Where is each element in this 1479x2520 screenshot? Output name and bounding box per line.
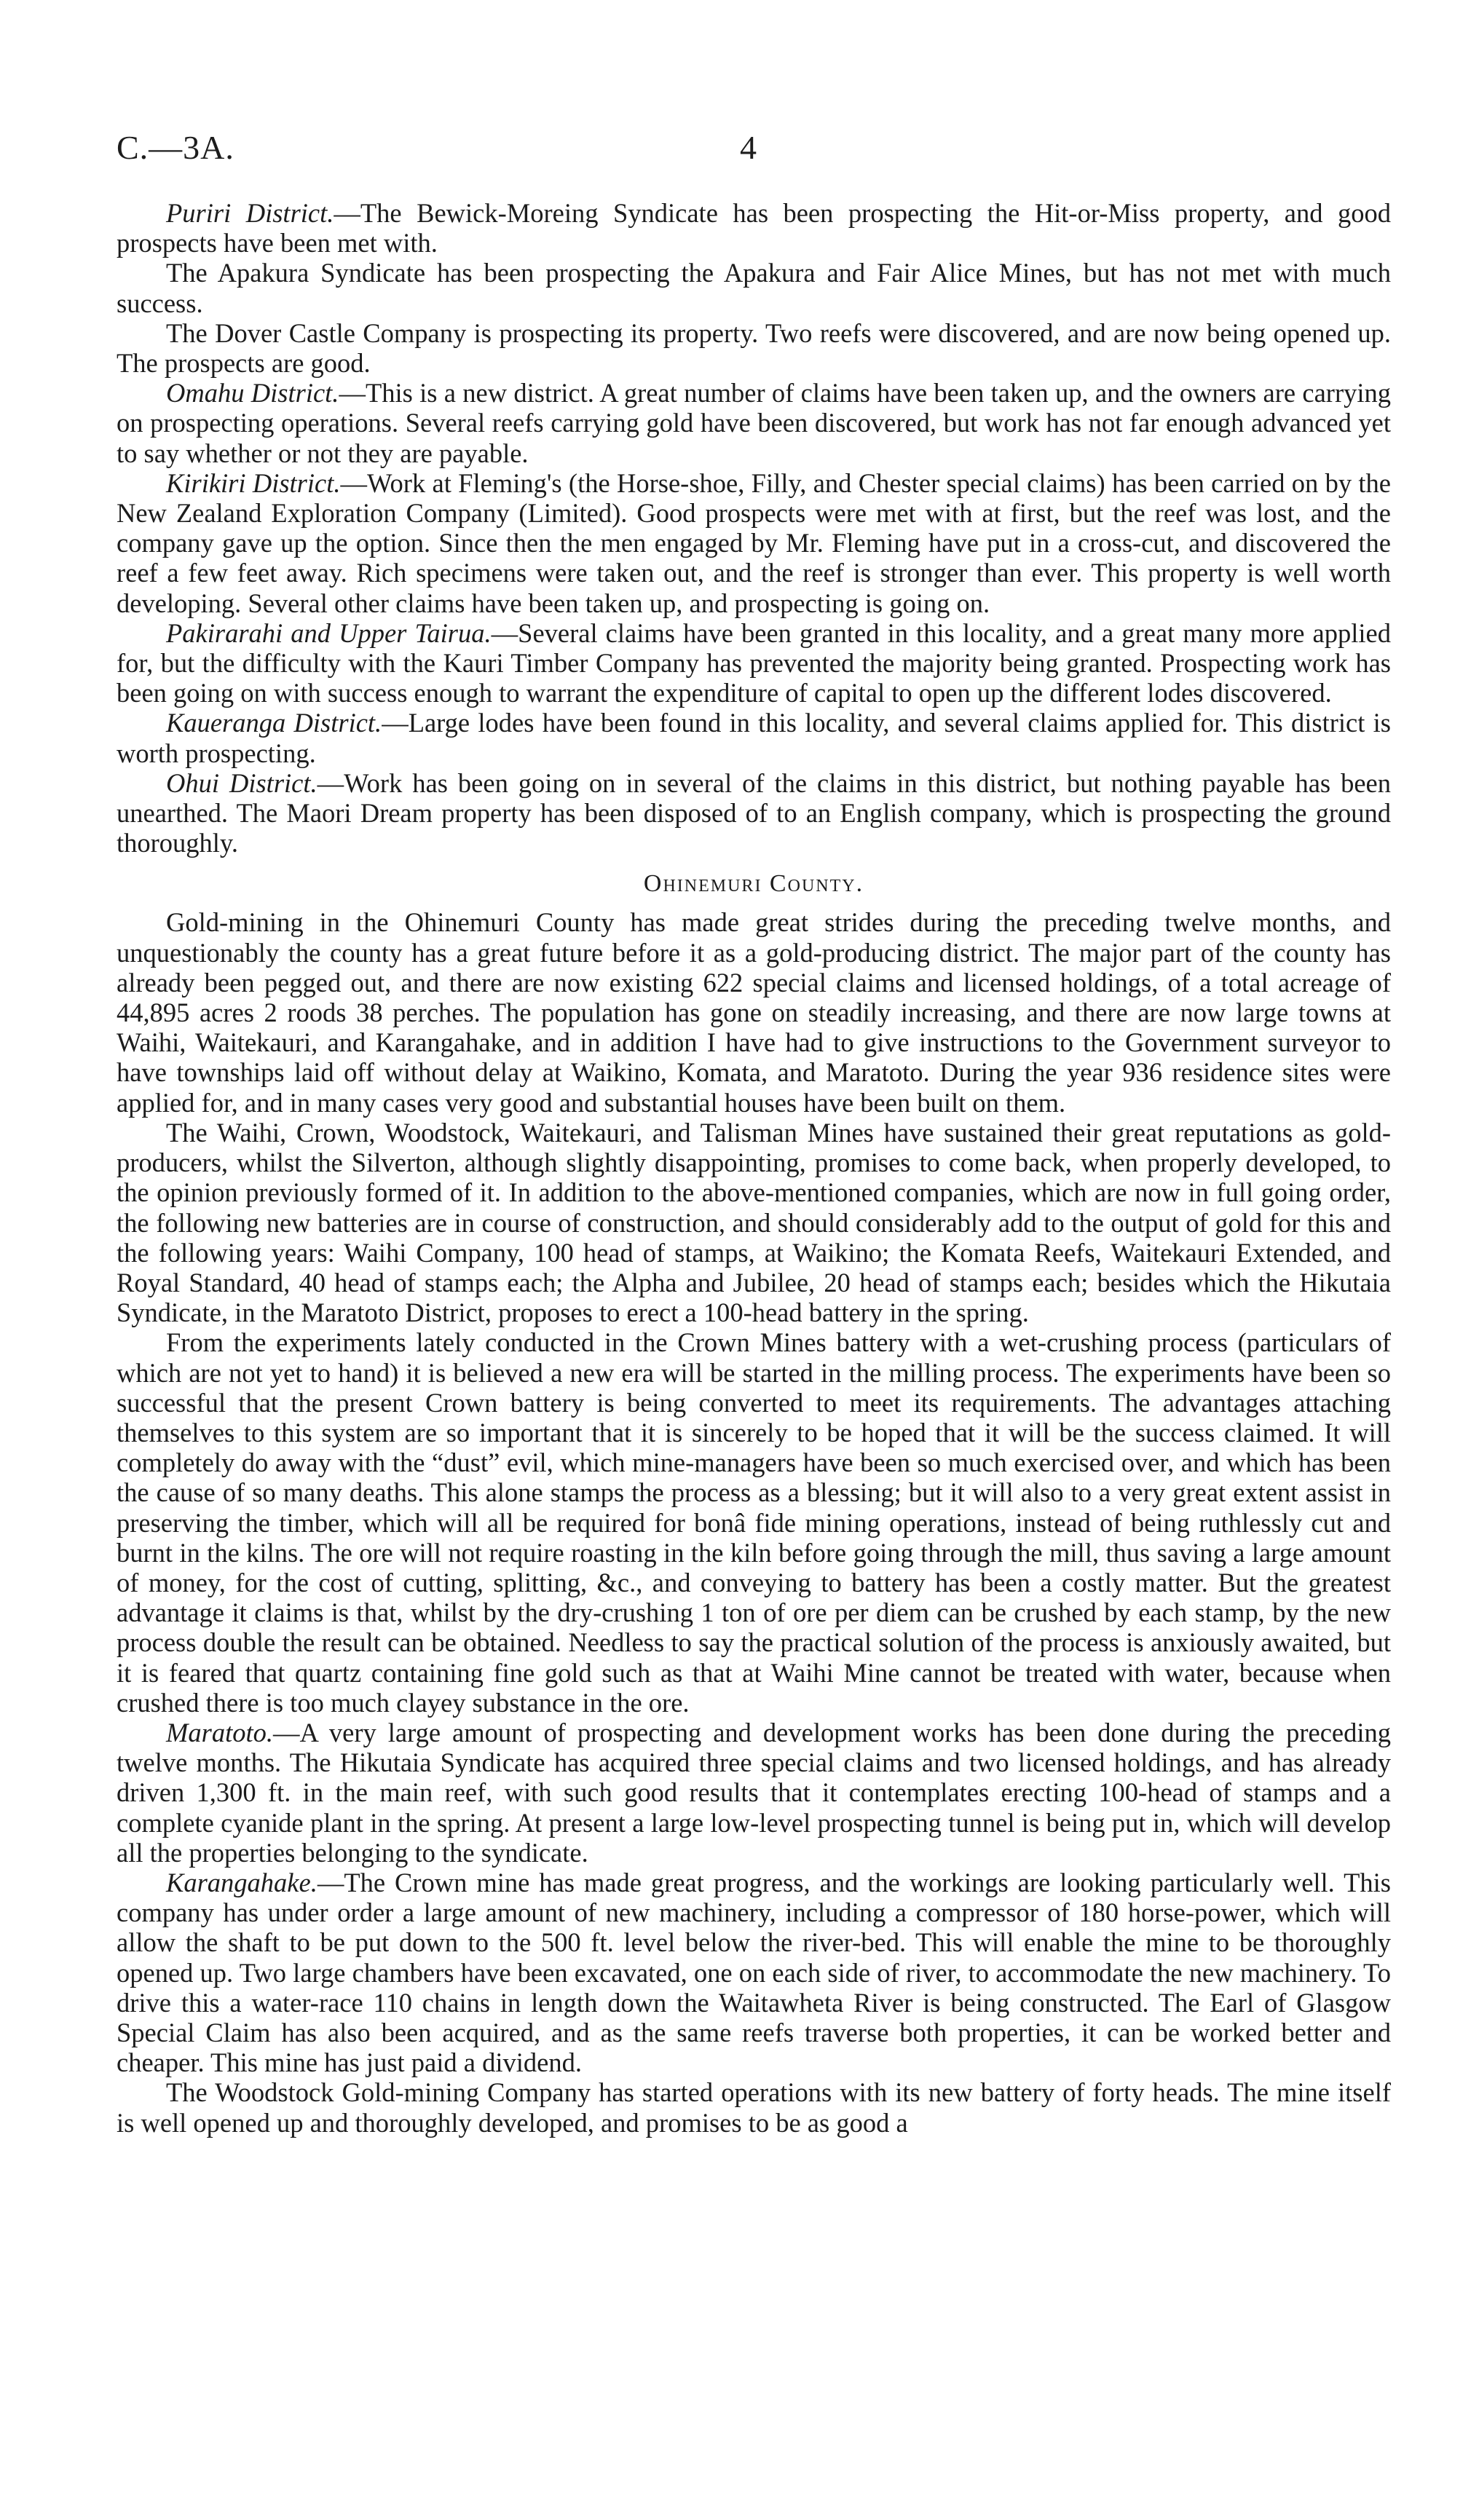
paragraph-lead: Maratoto. (166, 1717, 274, 1747)
paragraph-lead: Omahu District. (166, 378, 339, 408)
paragraph-lead: Pakirarahi and Upper Tairua. (166, 617, 492, 648)
paragraph-mines-batteries (117, 1118, 1391, 1327)
paragraph-text: The Apakura Syndicate has been prospecting the Apakura and Fair Alice Mines, but has not met with much success. (117, 258, 1391, 318)
paragraph-lead: Karangahake. (166, 1867, 318, 1897)
paragraph-lead: Kaueranga District. (166, 708, 382, 738)
paragraph-karangahake (117, 1868, 1391, 2077)
paragraph-lead: Kirikiri District. (166, 467, 341, 498)
paragraph-text: —This is a new district. A great number of claims have been taken up, and the owners are carrying on prospecting operations. Several reefs carrying gold have been discovered, but work has not far enough advanced yet to say whether or not they are payable. (117, 378, 1391, 468)
paragraph-text: —Large lodes have been found in this locality, and several claims applied for. This district is worth prospecting. (117, 708, 1391, 768)
paragraph-text: —Work at Fleming's (the Horse-shoe, Filly, and Chester special claims) has been carried on by the New Zealand Exploration Company (Limited). Good prospects were met with at first, but the reef was lost, and the company gave up the option. Since then the men engaged by Mr. Fleming have put in a cross-cut, and discovered the reef a few feet away. Rich specimens were taken out, and the reef is stronger than ever. This property is well worth developing. Several other claims have been taken up, and prospecting is going on. (117, 467, 1391, 618)
paragraph-lead: Puriri District. (166, 198, 334, 228)
paragraph-apakura (117, 258, 1391, 317)
paragraph-text: The Dover Castle Company is prospecting its property. Two reefs were discovered, and are now being opened up. The prospects are good. (117, 317, 1391, 379)
paragraph-dover-castle (117, 318, 1391, 378)
paragraph-pakirarahi (117, 618, 1391, 708)
paragraph-text: The Woodstock Gold-mining Company has started operations with its new battery of forty heads. The mine itself is well opened up and thoroughly developed, and promises to be as good a (117, 2077, 1391, 2138)
paragraph-text: Gold-mining in the Ohinemuri County has made great strides during the preceding twelve months, and unquestionably the county has a great future before it as a gold-producing district. The major part of the county has already been pegged out, and there are now existing 622 special claims and licensed holdings, of a total acreage of 44,895 acres 2 roods 38 perches. The population has gone on steadily increasing, and there are now large towns at Waihi, Waitekauri, and Karangahake, and in addition I have had to give instructions to the Government surveyor to have townships laid off without delay at Waikino, Komata, and Maratoto. During the year 936 residence sites were applied for, and in many cases very good and substantial houses have been built on them. (117, 907, 1391, 1118)
paragraph-lead: Ohui District. (166, 767, 318, 798)
paragraph-wet-crushing (117, 1327, 1391, 1718)
paragraph-woodstock (117, 2077, 1391, 2137)
paragraph-text: —Work has been going on in several of the claims in this district, but nothing payable has been unearthed. The Maori Dream property has been disposed of to an English company, which is prospecting the ground thoroughly. (117, 767, 1391, 858)
paragraph-text: The Waihi, Crown, Woodstock, Waitekauri, and Talisman Mines have sustained their great reputations as gold-producers, whilst the Silverton, although slightly disappointing, promises to come back, when properly developed, to the opinion previously formed of it. In addition to the above-mentioned companies, which are now in full going order, the following new batteries are in course of construction, and should considerably add to the output of gold for this and the following years: Waihi Company, 100 head of stamps, at Waikino; the Komata Reefs, Waitekauri Extended, and Royal Standard, 40 head of stamps each; the Alpha and Jubilee, 20 head of stamps each; besides which the Hikutaia Syndicate, in the Maratoto District, proposes to erect a 100-head battery in the spring. (117, 1117, 1391, 1328)
paragraph-omahu (117, 378, 1391, 468)
paragraph-text: —The Bewick-Moreing Syndicate has been prospecting the Hit-or-Miss property, and good prospects have been met with. (117, 198, 1391, 258)
paragraph-ohinemuri-intro (117, 907, 1391, 1117)
paragraph-maratoto (117, 1718, 1391, 1868)
paragraph-text: —The Crown mine has made great progress, and the workings are looking particularly well. This company has under order a large amount of new machinery, including a compressor of 180 horse-power, which will allow the shaft to be put down to the 500 ft. level below the river-bed. This will enable the mine to be thoroughly opened up. Two large chambers have been excavated, one on each side of river, to accommodate the new machinery. To drive this a water-race 110 chains in length down the Waitawheta River is being constructed. The Earl of Glasgow Special Claim has also been acquired, and as the same reefs traverse both properties, it can be worked better and cheaper. This mine has just paid a dividend. (117, 1867, 1391, 2078)
paragraph-text: From the experiments lately conducted in the Crown Mines battery with a wet-crushing process (particulars of which are not yet to hand) it is believed a new era will be started in the milling process. The experiments have been so successful that the present Crown battery is being converted to meet its requirements. The advantages attaching themselves to this system are so important that it is sincerely to be hoped that it will be the success claimed. It will completely do away with the “dust” evil, which mine-managers have been so much exercised over, and which has been the cause of so many deaths. This alone stamps the process as a blessing; but it will also to a very great extent assist in preserving the timber, which will all be required for bonâ fide mining operations, instead of being ruthlessly cut and burnt in the kilns. The ore will not require roasting in the kiln before going through the mill, thus saving a large amount of money, for the cost of cutting, splitting, &c., and conveying to battery has been a costly matter. But the greatest advantage it claims is that, whilst by the dry-crushing 1 ton of ore per diem can be crushed by each stamp, by the new process double the result can be obtained. Needless to say the practical solution of the process is anxiously awaited, but it is feared that quartz containing fine gold such as that at Waihi Mine cannot be treated with water, because when crushed there is too much clayey substance in the ore. (117, 1327, 1391, 1718)
paragraph-text: —Several claims have been granted in this locality, and a great many more applied for, but the difficulty with the Kauri Timber Company has prevented the majority being granted. Prospecting work has been going on with success enough to warrant the expenditure of capital to open up the different lodes discovered. (117, 617, 1391, 708)
body-text (117, 198, 1391, 2138)
paragraph-puriri (117, 198, 1391, 258)
paragraph-kaueranga (117, 708, 1391, 767)
running-head (117, 128, 1420, 172)
paragraph-kirikiri (117, 468, 1391, 618)
section-heading: Ohinemuri County. (643, 870, 864, 898)
document-code: C.—3A. (117, 129, 234, 166)
paragraph-text: —A very large amount of prospecting and development works has been done during the preceding twelve months. The Hikutaia Syndicate has acquired three special claims and two licensed holdings, and has already driven 1,300 ft. in the main reef, with such good results that it contemplates erecting 100-head of stamps and a complete cyanide plant in the spring. At present a large low-level prospecting tunnel is being put in, which will develop all the properties belonging to the syndicate. (117, 1717, 1391, 1868)
page-number: 4 (740, 129, 757, 166)
paragraph-ohui (117, 768, 1391, 858)
